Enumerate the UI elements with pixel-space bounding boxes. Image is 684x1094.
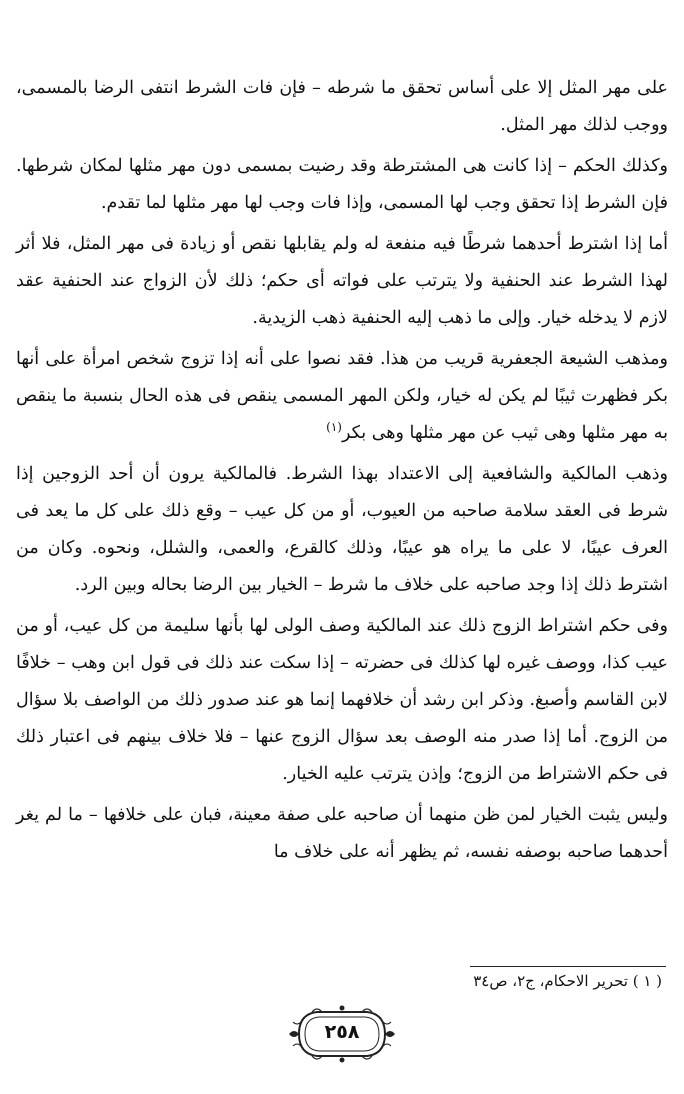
paragraph-7-text: وليس يثبت الخيار لمن ظن منهما أن صاحبه على صفة معينة، فبان على خلافها – ما لم يغر أحدهما صاحبه بوصفه نفسه، ثم يظهر أنه على خلاف ما <box>16 805 668 862</box>
paragraph-5-text: وذهب المالكية والشافعية إلى الاعتداد بهذا الشرط. فالمالكية يرون أن أحد الزوجين إذا شرط فى العقد سلامة صاحبه من العيوب، أو من كل عيب – وقع ذلك على كل ما يعد فى العرف عيبًا، لا على ما يراه هو عيبًا، وذلك كالقرع، والعمى، والشلل، ونحوه. وكان من اشترط ذلك إذا وجد صاحبه على خلاف ما شرط – الخيار بين الرضا بحاله وبين الرد. <box>16 464 668 595</box>
paragraph-4 <box>16 341 668 452</box>
body-text <box>16 70 668 875</box>
page-number: ٢٥٨ <box>324 1021 360 1043</box>
paragraph-2 <box>16 148 668 222</box>
paragraph-2-text: وكذلك الحكم – إذا كانت هى المشترطة وقد رضيت بمسمى دون مهر مثلها لمكان شرطها. فإن الشرط إذا تحقق وجب لها المسمى، وإذا فات وجب لها مهر مثلها لما تقدم. <box>16 156 668 213</box>
paragraph-3-text: أما إذا اشترط أحدهما شرطًا فيه منفعة له ولم يقابلها نقص أو زيادة فى مهر المثل، فلا أثر لهذا الشرط عند الحنفية ولا يترتب على فواته أى حكم؛ ذلك لأن الزواج عند الحنفية عقد لازم لا يدخله خيار. وإلى ما ذهب إليه الحنفية ذهب الزيدية. <box>16 234 668 328</box>
footnote-text: ( ١ ) تحرير الاحكام، ج٢، ص٣٤ <box>473 972 662 990</box>
paragraph-1-text: على مهر المثل إلا على أساس تحقق ما شرطه – فإن فات الشرط انتفى الرضا بالمسمى، ووجب لذلك مهر المثل. <box>16 78 668 135</box>
footnote-divider <box>470 966 666 967</box>
paragraph-6 <box>16 608 668 793</box>
page-number-frame <box>287 1004 397 1064</box>
paragraph-3 <box>16 226 668 337</box>
footnote-marker[interactable]: (١) <box>326 420 342 435</box>
paragraph-4-text: ومذهب الشيعة الجعفرية قريب من هذا. فقد نصوا على أنه إذا تزوج شخص امرأة على أنها بكر فظهرت ثيبًا لم يكن له خيار، ولكن المهر المسمى ينقص فى هذه الحال بنسبة ما ينقص به مهر مثلها وهى ثيب عن مهر مثلها وهى بكر <box>16 349 668 443</box>
paragraph-7 <box>16 797 668 871</box>
paragraph-5 <box>16 456 668 604</box>
paragraph-1 <box>16 70 668 144</box>
paragraph-6-text: وفى حكم اشتراط الزوج ذلك عند المالكية وصف الولى لها بأنها سليمة من كل عيب، أو من عيب كذا، ووصف غيره لها كذلك فى حضرته – إذا سكت عند ذلك فى قول ابن وهب – خلافًا لابن القاسم وأصبغ. وذكر ابن رشد أن خلافهما إنما هو عند صدور ذلك من الواصف بلا سؤال من الزوج. أما إذا صدر منه الوصف بعد سؤال الزوج عنها – فلا خلاف بينهم فى اعتبار ذلك فى حكم الاشتراط من الزوج؛ وإذن يترتب عليه الخيار. <box>16 616 668 784</box>
